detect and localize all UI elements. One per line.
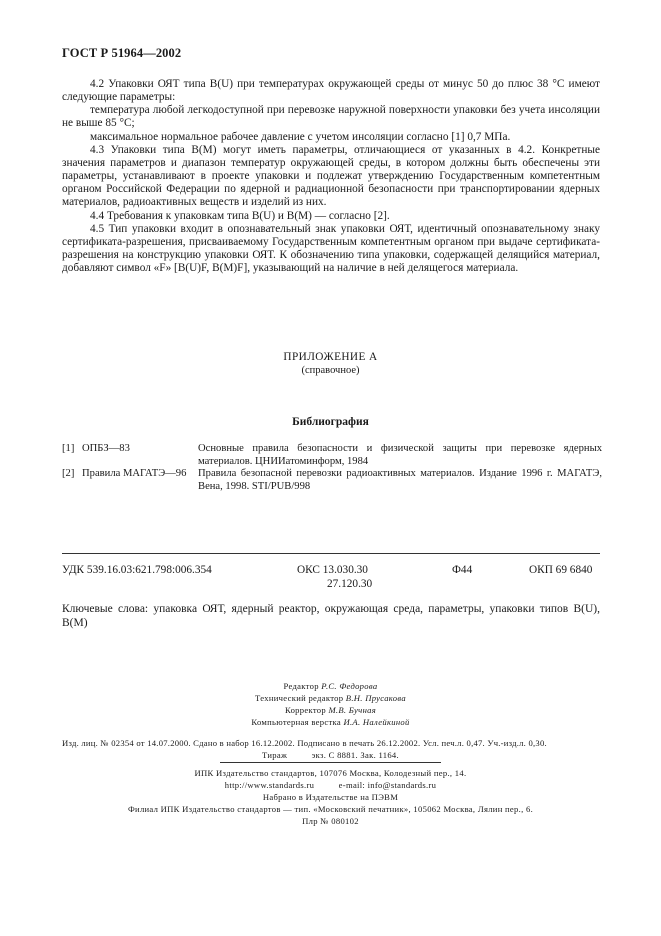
bibliography-code: ОПБЗ—83	[82, 443, 130, 454]
publisher-address: ИПК Издательство стандартов, 107076 Москва, Колодезный пер., 14.	[194, 768, 467, 778]
license-line: Изд. лиц. № 02354 от 14.07.2000. Сдано в набор 16.12.2002. Подписано в печать 26.12.2002. Усл. печ.л. 0,47. Уч.-изд.л. 0,30.	[62, 738, 547, 748]
paragraph-4-3: 4.3 Упаковки типа B(M) могут иметь параметры, отличающиеся от указанных в 4.2. Конкретные значения параметров и диапазон температур окружающей среды, в котором должны быть обеспечены эти параметры, устанавливают в проекте упаковки и подлежат утверждению Государственным компетентным органом Российской Федерации по ядерной и радиационной безопасности при транспортировании ядерных материалов, радиоактивных веществ и изделий из них.	[62, 143, 600, 209]
oks-code-secondary: 27.120.30	[327, 578, 373, 590]
corrector-label: Корректор	[284, 705, 326, 715]
layout-name: И.А. Налейкиной	[343, 717, 410, 727]
divider-line	[62, 553, 600, 554]
print-run-line: Тираж экз. С 8881. Зак. 1164.	[262, 750, 399, 760]
tech-editor-name: В.Н. Прусакова	[345, 693, 406, 703]
tech-editor-label: Технический редактор	[255, 693, 344, 703]
divider-line-short	[220, 762, 441, 763]
layout-line	[0, 716, 661, 728]
printing-house: Филиал ИПК Издательство стандартов — тип. «Московский печатник», 105062 Москва, Лялин пер., 6.	[127, 804, 534, 814]
bibliography-number: [1]	[62, 443, 75, 454]
corrector-line	[0, 704, 661, 716]
layout-label: Компьютерная верстка	[251, 717, 342, 727]
paragraph-4-4: 4.4 Требования к упаковкам типа B(U) и B(M) — согласно [2].	[90, 209, 390, 222]
paragraph-4-5: 4.5 Тип упаковки входит в опознавательный знак упаковки ОЯТ, идентичный опознавательному знаку сертификата-разрешения, присваиваемому Государственным компетентным органом при выдаче сертификата-разрешения на конструкцию упаковки ОЯТ. К обозначению типа упаковки, содержащей делящийся материал, добавляют символ «F» [B(U)F, B(M)F], указывающий на наличие в ней делящегося материала.	[62, 222, 600, 275]
editor-label: Редактор	[283, 681, 319, 691]
keywords: Ключевые слова: упаковка ОЯТ, ядерный реактор, окружающая среда, параметры, упаковки типов B(U), B(M)	[62, 603, 600, 629]
body-text	[62, 78, 600, 275]
okp-code: ОКП 69 6840	[529, 564, 593, 576]
appendix-subtitle: (справочное)	[301, 365, 360, 376]
bibliography-description: Основные правила безопасности и физической защиты при перевозке ядерных материалов. ЦНИИатоминформ, 1984	[198, 443, 602, 468]
paragraph-4-2-temperature: температура любой легкодоступной при перевозке наружной поверхности упаковки без учета инсоляции не выше 85 °С;	[62, 104, 600, 130]
paragraph-4-2-pressure: максимальное нормальное рабочее давление с учетом инсоляции согласно [1] 0,7 МПа.	[90, 130, 511, 143]
editor-name: Р.С. Федорова	[321, 681, 378, 691]
bibliography-code: Правила МАГАТЭ—96	[82, 468, 187, 479]
bibliography-title: Библиография	[292, 416, 369, 428]
bibliography-number: [2]	[62, 468, 75, 479]
corrector-name: М.В. Бучная	[328, 705, 377, 715]
paragraph-4-2: 4.2 Упаковки ОЯТ типа B(U) при температурах окружающей среды от минус 50 до плюс 38 °С имеют следующие параметры:	[62, 78, 600, 104]
bibliography-description: Правила безопасной перевозки радиоактивных материалов. Издание 1996 г. МАГАТЭ, Вена, 1998. STI/PUB/998	[198, 468, 602, 493]
plr-number: Плр № 080102	[302, 816, 359, 826]
f-code: Ф44	[452, 564, 473, 576]
udk-code: УДК 539.16.03:621.798:006.354	[62, 564, 212, 576]
editor-line	[0, 680, 661, 692]
oks-code: ОКС 13.030.30	[297, 564, 368, 576]
typeset-note: Набрано в Издательстве на ПЭВМ	[262, 792, 399, 802]
appendix-title: ПРИЛОЖЕНИЕ А	[283, 351, 378, 363]
publisher-web: http://www.standards.ru e-mail: info@standards.ru	[224, 780, 437, 790]
standard-header: ГОСТ Р 51964—2002	[62, 46, 182, 60]
tech-editor-line	[0, 692, 661, 704]
